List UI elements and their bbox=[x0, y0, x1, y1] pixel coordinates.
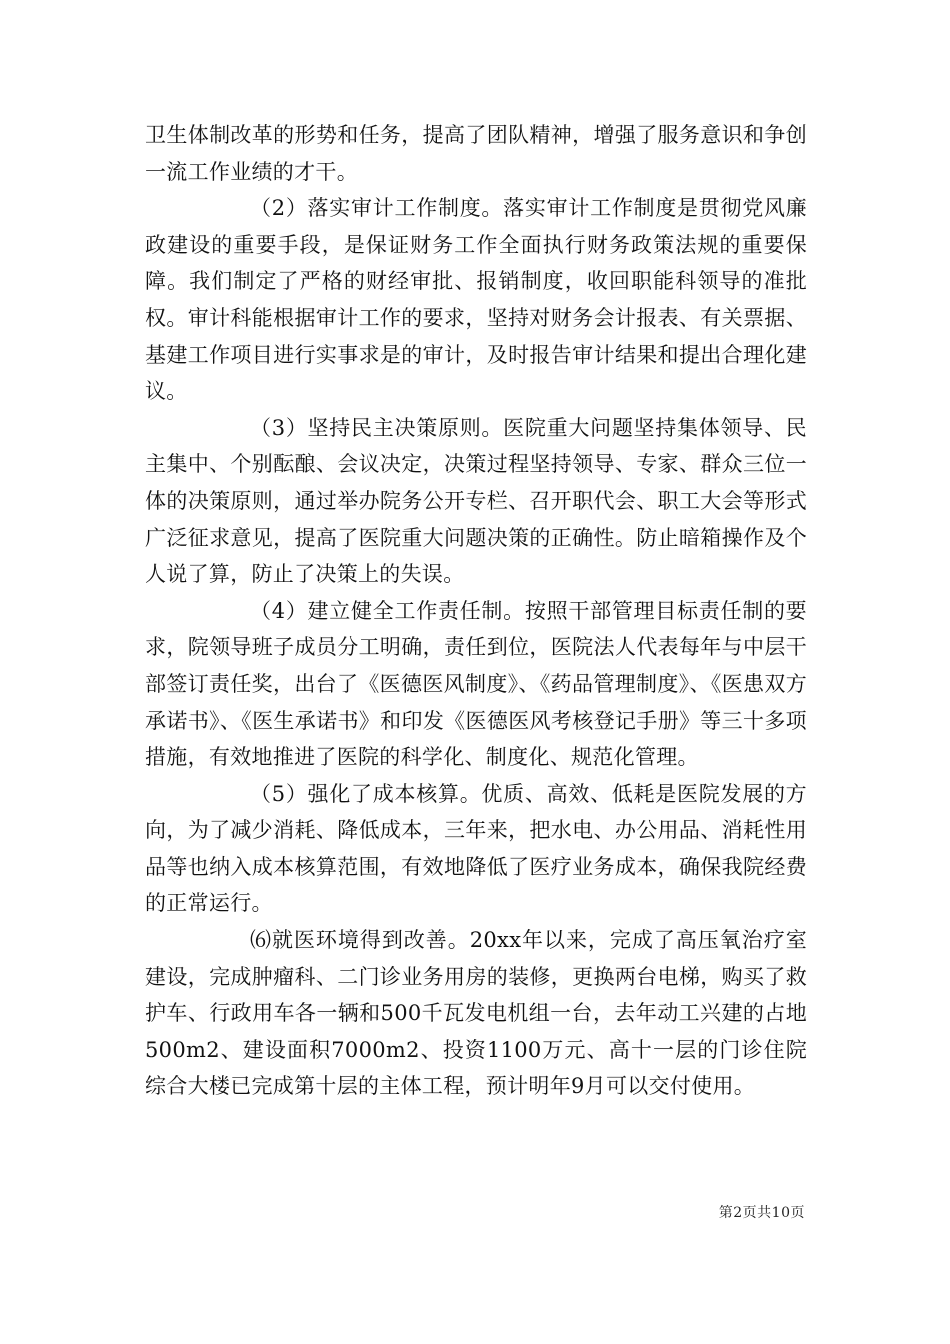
paragraph-responsibility-system: （4）建立健全工作责任制。按照干部管理目标责任制的要求，院领导班子成员分工明确，责任到位，医院法人代表每年与中层干部签订责任奖，出台了《医德医风制度》、《药品管理制度》、《医患双方承诺书》、《医生承诺书》和印发《医德医风考核登记手册》等三十多项措施，有效地推进了医院的科学化、制度化、规范化管理。 bbox=[145, 598, 807, 770]
continuation-paragraph: 卫生体制改革的形势和任务，提高了团队精神，增强了服务意识和争创一流工作业绩的才干。 bbox=[145, 123, 807, 184]
document-body bbox=[145, 117, 807, 1105]
paragraph-cost-accounting: （5）强化了成本核算。优质、高效、低耗是医院发展的方向，为了减少消耗、降低成本，三年来，把水电、办公用品、消耗性用品等也纳入成本核算范围，有效地降低了医疗业务成本，确保我院经费的正常运行。 bbox=[145, 781, 807, 916]
paragraph-environment-improvement: ⑹就医环境得到改善。20xx年以来，完成了高压氧治疗室建设，完成肿瘤科、二门诊业务用房的装修，更换两台电梯，购买了救护车、行政用车各一辆和500千瓦发电机组一台，去年动工兴建的占地500m2、建设面积7000m2、投资1100万元、高十一层的门诊住院综合大楼已完成第十层的主体工程，预计明年9月可以交付使用。 bbox=[145, 928, 807, 1099]
paragraph-democratic-decision: （3）坚持民主决策原则。医院重大问题坚持集体领导、民主集中、个别酝酿、会议决定，决策过程坚持领导、专家、群众三位一体的决策原则，通过举办院务公开专栏、召开职代会、职工大会等形式广泛征求意见，提高了医院重大问题决策的正确性。防止暗箱操作及个人说了算，防止了决策上的失误。 bbox=[145, 415, 807, 587]
page-number-footer: 第2页共10页 bbox=[718, 1205, 805, 1221]
paragraph-audit-system: （2）落实审计工作制度。落实审计工作制度是贯彻党风廉政建设的重要手段，是保证财务工作全面执行财务政策法规的重要保障。我们制定了严格的财经审批、报销制度，收回职能科领导的准批权。审计科能根据审计工作的要求，坚持对财务会计报表、有关票据、基建工作项目进行实事求是的审计，及时报告审计结果和提出合理化建议。 bbox=[145, 196, 807, 404]
